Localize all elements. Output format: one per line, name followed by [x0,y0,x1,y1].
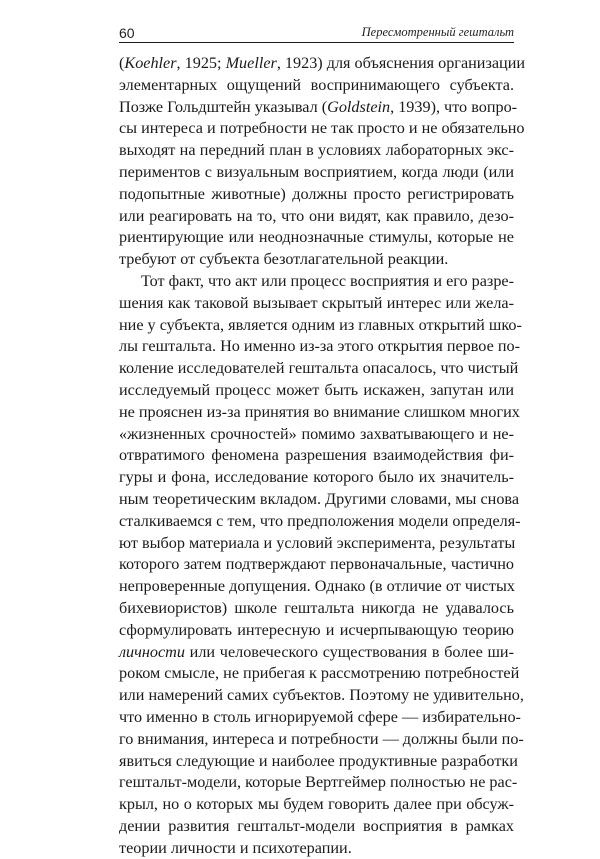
text-line [119,816,514,838]
text-run: дении развития гештальт-модели восприятия в рамках [119,816,514,835]
text-run: сталкиваемся с тем, что предположения модели определя- [119,511,521,530]
paragraph [119,271,524,859]
text-run: го внимания, интереса и потребности — должны были по- [119,729,524,748]
text-line [119,75,514,97]
text-line [119,227,514,249]
text-line [119,249,514,271]
text-line [119,162,514,184]
text-run: периментов с визуальным восприятием, когда люди (или [119,162,514,181]
italic-text: Goldstein [327,97,391,116]
text-line [119,315,522,337]
text-run: не прояснен из-за принятия во внимание слишком многих [119,402,520,421]
italic-text: Mueller [225,54,277,72]
text-line [119,53,526,75]
text-run: лы гештальта. Но именно из-за этого открытия первое по- [119,337,520,356]
text-line [119,620,514,642]
text-run: отвратимого феномена разрешения взаимодействия фи- [119,446,514,465]
text-run: подопытные животные) должны просто регистрировать [119,184,514,203]
text-line [119,467,514,489]
text-line [119,424,514,446]
running-header [119,20,514,43]
text-line [119,293,514,315]
text-line [119,685,524,707]
text-run: или человеческого существования в более ши- [184,642,514,661]
text-line [119,511,521,533]
text-run: ют выбор материала и условий эксперимента, результаты [119,533,516,552]
text-run: требуют от субъекта безотлагательной реакции. [119,250,449,269]
text-run: Позже Гольдштейн указывал ( [119,97,328,116]
text-line [119,729,524,751]
text-line [119,271,514,293]
running-title: Пересмотренный гештальт [361,25,514,39]
text-run: теории личности и психотерапии. [119,838,352,857]
text-run: ние у субъекта, является одним из главных открытий шко- [119,315,522,334]
text-run: элементарных ощущений воспринимающего субъекта. [119,75,514,94]
text-run: , 1923) для объяснения организации [276,54,526,72]
text-line [119,336,520,358]
text-run: бихевиористов) школе гештальта никогда не удавалось [119,598,514,617]
text-line [119,554,514,576]
text-run: ным теоретическим вкладом. Другими словами, мы снова [119,489,520,508]
text-line [119,184,514,206]
text-run: риентирующие или неоднозначные стимулы, которые не [119,228,514,247]
text-line [119,489,520,511]
text-run: «жизненных срочностей» помимо захватывающего и не- [119,424,514,443]
text-run: шения как таковой вызывает скрытый интерес или жела- [119,293,514,312]
text-line [119,838,514,859]
text-run: исследуемый процесс может быть искажен, запутан или [119,380,514,399]
text-run: ( [119,54,125,72]
text-run: гештальт-модели, которые Вертгеймер полностью не рас- [119,773,518,792]
text-line [119,533,514,555]
body-text [119,53,526,859]
text-line [119,663,520,685]
text-run: коление исследователей гештальта опасалось, что чистый [119,359,519,378]
text-run: , 1925; [176,54,226,72]
text-run: , 1939), что вопро- [390,97,518,116]
text-line [119,445,514,467]
text-run: что именно в столь игнорируемой сфере — избирательно- [119,707,521,726]
text-line [119,751,518,773]
text-line [119,140,514,162]
text-line [119,118,525,140]
text-line [119,97,518,119]
text-line [119,358,519,380]
text-line [119,772,518,794]
text-line [119,576,514,598]
text-run: или намерений самих субъектов. Поэтому не удивительно, [119,686,524,705]
text-line [119,380,514,402]
text-line [119,598,514,620]
text-run: или реагировать на то, что они видят, как правило, дезо- [119,206,514,225]
text-run: крыл, но о которых мы будем говорить далее при обсуж- [119,795,514,814]
page-number: 60 [119,25,135,41]
text-line [119,642,514,664]
text-line [119,707,521,729]
text-run: непроверенные допущения. Однако (в отличие от чистых [119,577,515,596]
text-run: сы интереса и потребности не так просто и не обязательно [119,119,525,138]
text-run: выходят на передний план в условиях лабораторных экс- [119,141,514,160]
text-line [119,794,514,816]
text-run: которого затем подтверждают первоначальные, частично [119,555,514,574]
text-run: Тот факт, что акт или процесс восприятия и его разре- [141,271,514,290]
text-run: гуры и фона, исследование которого было их значитель- [119,468,514,487]
text-run: роком смысле, не прибегая к рассмотрению потребностей [119,664,520,683]
italic-text: Koehler [124,54,177,72]
italic-text: личности [119,642,185,661]
paragraph [119,53,526,271]
text-line [119,402,520,424]
text-run: сформулировать интересную и исчерпывающую теорию [119,620,514,639]
text-line [119,206,514,228]
text-run: явиться следующие и наиболее продуктивные разработки [119,751,518,770]
